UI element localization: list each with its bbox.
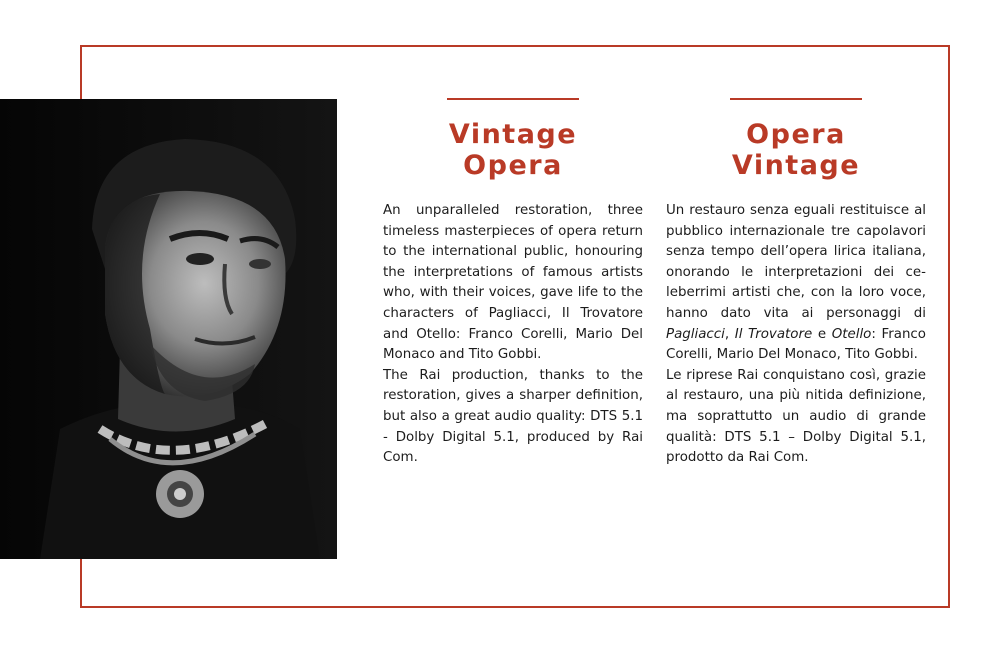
italian-body (666, 201, 926, 469)
english-body (383, 201, 643, 469)
english-paragraph-1: An unparalleled restoration, three timeless masterpieces of opera return to the international public, honouring the interpretations of famous artists who, with their voices, gave life to the characters of Pagliacci, Il Trovatore and Otello: Franco Corelli, Mario Del Monaco and Tito Gobbi. (383, 203, 643, 363)
title-rule (730, 98, 862, 100)
italian-title-line-1: Opera (746, 119, 846, 150)
english-title (383, 119, 643, 181)
title-pagliacci: Pagliacci (666, 326, 725, 342)
title-rule (447, 98, 579, 100)
italian-column (666, 98, 926, 469)
english-paragraph-2: The Rai production, thanks to the restoration, gives a sharper definition, but also a great audio quality: DTS 5.1 - Dolby Digital 5.1, produced by Rai Com. (383, 367, 643, 466)
title-otello: Otello (831, 326, 872, 342)
title-il-trovatore: Il Trovatore (734, 326, 813, 342)
italian-title-line-2: Vintage (731, 150, 861, 181)
italian-paragraph-1-start: Un restauro senza eguali restituisce al pubblico internazionale tre capolavori senza tempo dell’opera lirica italiana, onorando le interpretazioni dei celeberrimi artisti che, con la loro voce, hanno dato vita ai personaggi di (666, 203, 926, 321)
english-column (383, 98, 643, 469)
separator-e: e (812, 326, 832, 342)
opera-singer-portrait-photo (0, 99, 337, 559)
italian-paragraph-2: Le riprese Rai conquistano così, grazie al restauro, una più nitida definizione, ma soprattutto un audio di grande qualità: DTS 5.1 – Dolby Digital 5.1, prodotto da Rai Com. (666, 367, 926, 466)
separator-comma: , (724, 326, 735, 342)
english-title-line-1: Vintage (448, 119, 578, 150)
english-title-line-2: Opera (463, 150, 563, 181)
portrait-image (0, 99, 337, 559)
italian-paragraph-1-end: : Franco Corelli, Mario Del Monaco, Tito Gobbi. (666, 326, 926, 363)
italian-paragraph-1 (666, 201, 926, 366)
italian-title (666, 119, 926, 181)
